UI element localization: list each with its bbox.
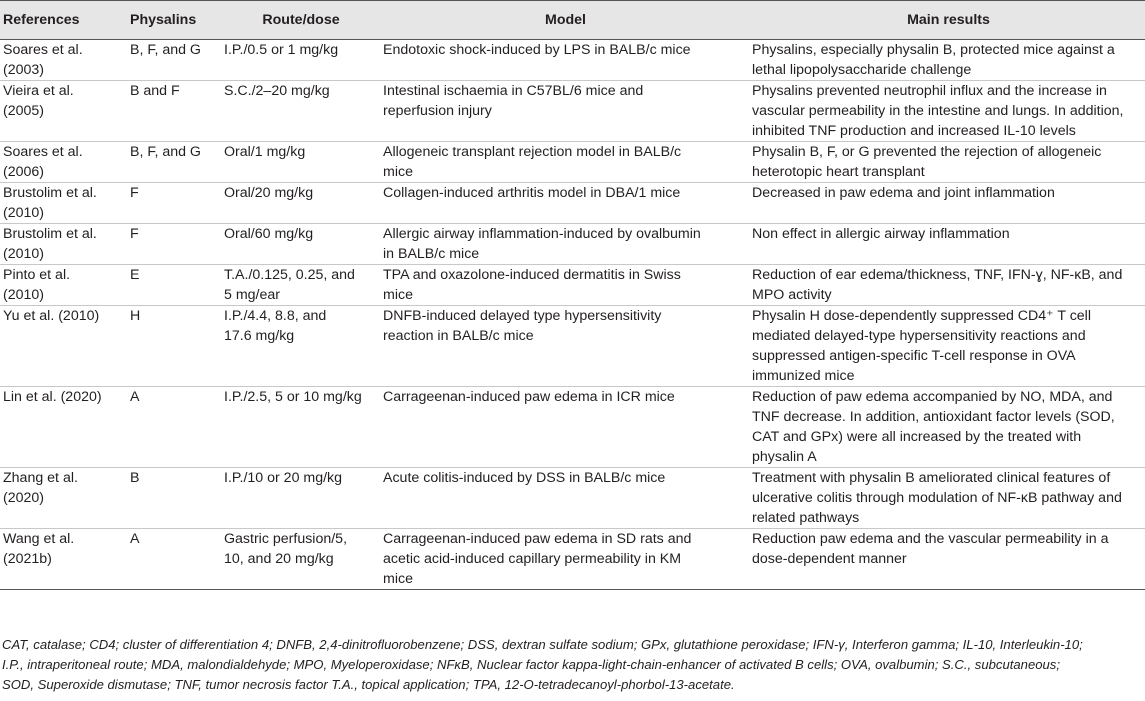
route-dose-cell: I.P./0.5 or 1 mg/kg xyxy=(220,40,379,81)
table-footnote xyxy=(2,635,1142,695)
table-row xyxy=(0,81,1145,142)
model-cell: Allergic airway inflammation-induced by ovalbumin in BALB/c mice xyxy=(379,224,749,265)
reference-cell: Pinto et al. (2010) xyxy=(0,265,126,306)
table-body xyxy=(0,40,1145,590)
main-results-cell: Treatment with physalin B ameliorated clinical features of ulcerative colitis through modulation of NF-κB pathway and related pathways xyxy=(749,468,1145,529)
main-results-cell: Reduction of ear edema/thickness, TNF, IFN-ɣ, NF-κB, and MPO activity xyxy=(749,265,1145,306)
header-model: Model xyxy=(379,1,749,40)
physalins-cell: A xyxy=(126,529,220,590)
model-cell: Acute colitis-induced by DSS in BALB/c mice xyxy=(379,468,749,529)
header-route-dose: Route/dose xyxy=(220,1,379,40)
table-row xyxy=(0,468,1145,529)
route-dose-cell: Oral/60 mg/kg xyxy=(220,224,379,265)
reference-cell: Brustolim et al. (2010) xyxy=(0,224,126,265)
reference-cell: Zhang et al. (2020) xyxy=(0,468,126,529)
main-results-cell: Reduction paw edema and the vascular permeability in a dose-dependent manner xyxy=(749,529,1145,590)
model-cell: DNFB-induced delayed type hypersensitivity reaction in BALB/c mice xyxy=(379,306,749,387)
table-row xyxy=(0,529,1145,590)
table-row xyxy=(0,183,1145,224)
route-dose-cell: Oral/20 mg/kg xyxy=(220,183,379,224)
route-dose-cell: T.A./0.125, 0.25, and 5 mg/ear xyxy=(220,265,379,306)
model-cell: Carrageenan-induced paw edema in SD rats and acetic acid-induced capillary permeability in KM mice xyxy=(379,529,749,590)
route-dose-cell: Gastric perfusion/5, 10, and 20 mg/kg xyxy=(220,529,379,590)
footnote-line: SOD, Superoxide dismutase; TNF, tumor necrosis factor T.A., topical application; TPA, 12-O-tetradecanoyl-phorbol-13-acetate. xyxy=(2,677,735,692)
table-row xyxy=(0,306,1145,387)
main-results-cell: Physalin B, F, or G prevented the rejection of allogeneic heterotopic heart transplant xyxy=(749,142,1145,183)
physalins-cell: A xyxy=(126,387,220,468)
reference-cell: Soares et al. (2003) xyxy=(0,40,126,81)
model-cell: Intestinal ischaemia in C57BL/6 mice and reperfusion injury xyxy=(379,81,749,142)
physalins-cell: E xyxy=(126,265,220,306)
physalins-cell: F xyxy=(126,183,220,224)
physalins-cell: B, F, and G xyxy=(126,142,220,183)
reference-cell: Soares et al. (2006) xyxy=(0,142,126,183)
table-row xyxy=(0,40,1145,81)
footnote-line: CAT, catalase; CD4; cluster of differentiation 4; DNFB, 2,4-dinitrofluorobenzene; DSS, dextran sulfate sodium; GPx, glutathione peroxidase; IFN-γ, Interferon gamma; IL-10, Interleukin-10; xyxy=(2,637,1083,652)
route-dose-cell: Oral/1 mg/kg xyxy=(220,142,379,183)
model-cell: Allogeneic transplant rejection model in BALB/c mice xyxy=(379,142,749,183)
main-results-cell: Physalin H dose-dependently suppressed CD4⁺ T cell mediated delayed-type hypersensitivity reactions and suppressed antigen-specific T-cell response in OVA immunized mice xyxy=(749,306,1145,387)
physalins-cell: F xyxy=(126,224,220,265)
model-cell: Collagen-induced arthritis model in DBA/1 mice xyxy=(379,183,749,224)
route-dose-cell: S.C./2–20 mg/kg xyxy=(220,81,379,142)
footnote-line: I.P., intraperitoneal route; MDA, malondialdehyde; MPO, Myeloperoxidase; NFκB, Nuclear factor kappa-light-chain-enhancer of activated B cells; OVA, ovalbumin; S.C., subcutaneous; xyxy=(2,657,1060,672)
main-results-cell: Physalins prevented neutrophil influx and the increase in vascular permeability in the intestine and lungs. In addition, inhibited TNF production and increased IL-10 levels xyxy=(749,81,1145,142)
physalins-cell: B xyxy=(126,468,220,529)
model-cell: Endotoxic shock-induced by LPS in BALB/c mice xyxy=(379,40,749,81)
header-references: References xyxy=(0,1,126,40)
model-cell: TPA and oxazolone-induced dermatitis in Swiss mice xyxy=(379,265,749,306)
route-dose-cell: I.P./2.5, 5 or 10 mg/kg xyxy=(220,387,379,468)
table-row xyxy=(0,387,1145,468)
route-dose-cell: I.P./10 or 20 mg/kg xyxy=(220,468,379,529)
route-dose-cell: I.P./4.4, 8.8, and 17.6 mg/kg xyxy=(220,306,379,387)
main-results-cell: Physalins, especially physalin B, protected mice against a lethal lipopolysaccharide challenge xyxy=(749,40,1145,81)
model-cell: Carrageenan-induced paw edema in ICR mice xyxy=(379,387,749,468)
main-results-cell: Decreased in paw edema and joint inflammation xyxy=(749,183,1145,224)
reference-cell: Brustolim et al. (2010) xyxy=(0,183,126,224)
reference-cell: Lin et al. (2020) xyxy=(0,387,126,468)
header-main-results: Main results xyxy=(749,1,1145,40)
reference-cell: Wang et al. (2021b) xyxy=(0,529,126,590)
physalins-cell: B, F, and G xyxy=(126,40,220,81)
header-physalins: Physalins xyxy=(126,1,220,40)
table-row xyxy=(0,142,1145,183)
table-row xyxy=(0,224,1145,265)
physalins-cell: B and F xyxy=(126,81,220,142)
main-results-cell: Reduction of paw edema accompanied by NO, MDA, and TNF decrease. In addition, antioxidant factor levels (SOD, CAT and GPx) were all increased by the treated with physalin A xyxy=(749,387,1145,468)
physalins-cell: H xyxy=(126,306,220,387)
table-row xyxy=(0,265,1145,306)
reference-cell: Vieira et al. (2005) xyxy=(0,81,126,142)
reference-cell: Yu et al. (2010) xyxy=(0,306,126,387)
main-results-cell: Non effect in allergic airway inflammation xyxy=(749,224,1145,265)
table-header-row xyxy=(0,1,1145,40)
